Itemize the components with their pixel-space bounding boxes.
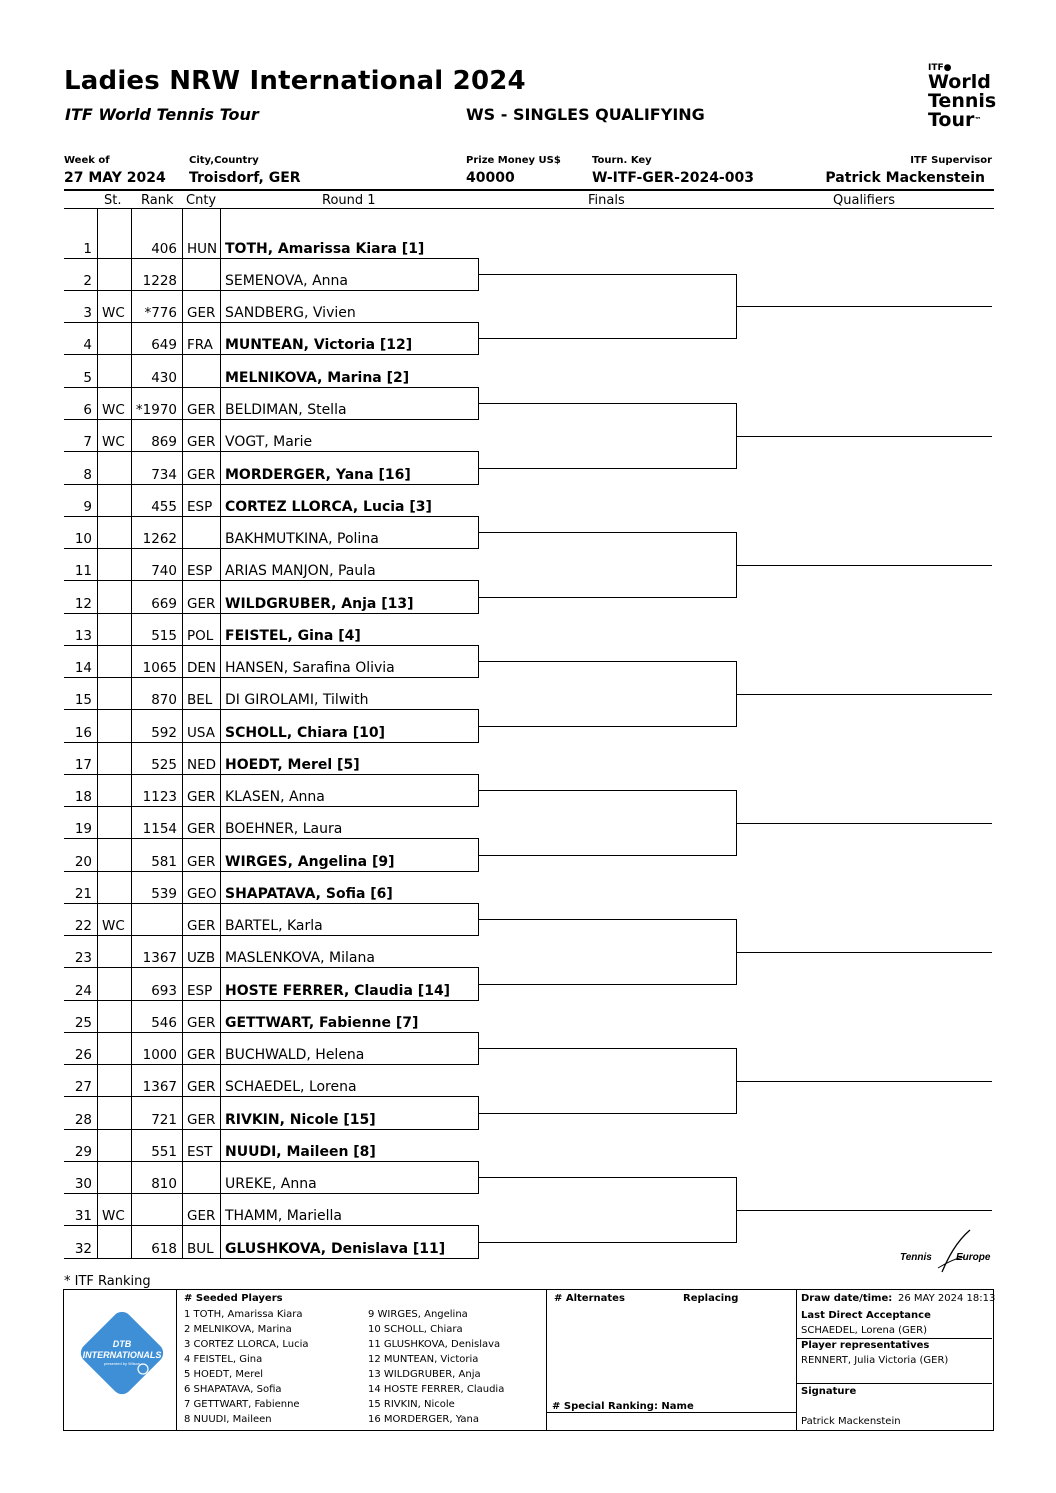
info-sep-3	[796, 1290, 797, 1430]
player-country: POL	[187, 628, 214, 644]
player-row-line	[64, 1000, 478, 1001]
qualifier-line	[736, 823, 992, 824]
player-name: SANDBERG, Vivien	[225, 305, 356, 321]
player-rank: 721	[151, 1112, 177, 1128]
player-name: RIVKIN, Nicole [15]	[225, 1112, 376, 1128]
player-name: SHAPATAVA, Sofia [6]	[225, 886, 393, 902]
player-name: GLUSHKOVA, Denislava [11]	[225, 1241, 446, 1257]
qualifier-line	[736, 952, 992, 953]
col-sep-4	[220, 209, 221, 1258]
player-rank: *1970	[135, 402, 177, 418]
player-name: MORDERGER, Yana [16]	[225, 467, 411, 483]
player-row-line	[64, 387, 478, 388]
player-row-line	[64, 1258, 478, 1259]
draw-position: 7	[83, 434, 92, 450]
player-row-line	[64, 1129, 478, 1130]
draw-position: 4	[83, 337, 92, 353]
draw-date-label: Draw date/time:	[801, 1293, 893, 1304]
finals-line	[478, 274, 736, 275]
player-country: USA	[187, 725, 215, 741]
te-swoosh	[942, 1230, 970, 1272]
draw-position: 31	[74, 1208, 92, 1224]
player-rank: 546	[151, 1015, 177, 1031]
player-rank: 693	[151, 983, 177, 999]
player-row-line	[64, 613, 478, 614]
player-country: EST	[187, 1144, 213, 1160]
player-name: BUCHWALD, Helena	[225, 1047, 365, 1063]
player-row-line	[64, 677, 478, 678]
dtb-internationals-logo	[72, 1303, 172, 1403]
draw-position: 15	[74, 692, 92, 708]
dtb-text-3: presented by Wilson	[103, 1361, 141, 1366]
week-label: Week of	[64, 155, 110, 166]
header-rule	[64, 189, 994, 191]
qualifier-line	[736, 436, 992, 437]
player-row-line	[64, 645, 478, 646]
player-row-line	[64, 419, 478, 420]
lda-label: Last Direct Acceptance	[801, 1310, 931, 1321]
col-finals: Finals	[588, 193, 625, 208]
player-name: TOTH, Amarissa Kiara [1]	[225, 241, 425, 257]
special-rule	[547, 1412, 796, 1413]
player-country: GER	[187, 1208, 216, 1224]
player-row-line	[64, 258, 478, 259]
finals-line	[478, 984, 736, 985]
player-name: THAMM, Mariella	[225, 1208, 342, 1224]
finals-line	[478, 1242, 736, 1243]
player-row-line	[64, 548, 478, 549]
reps-label: Player representatives	[801, 1340, 930, 1351]
draw-position: 3	[83, 305, 92, 321]
logo-line-2: Tennis	[928, 90, 997, 112]
player-name: KLASEN, Anna	[225, 789, 325, 805]
finals-line	[478, 403, 736, 404]
player-country: UZB	[187, 950, 216, 966]
tournament-title: Ladies NRW International 2024	[64, 66, 526, 96]
player-row-line	[64, 742, 478, 743]
replacing-title: Replacing	[683, 1293, 739, 1304]
player-row-line	[64, 1161, 478, 1162]
col-sep-2	[131, 209, 132, 1258]
player-country: GER	[187, 1112, 216, 1128]
player-rank: 430	[151, 370, 177, 386]
player-country: ESP	[187, 563, 213, 579]
finals-line	[478, 790, 736, 791]
player-rank: 1262	[142, 531, 177, 547]
seeded-player: 2 MELNIKOVA, Marina	[184, 1324, 292, 1335]
logo-tm: ™	[974, 116, 982, 124]
player-name: DI GIROLAMI, Tilwith	[225, 692, 369, 708]
player-name: SCHOLL, Chiara [10]	[225, 725, 386, 741]
player-name: VOGT, Marie	[225, 434, 313, 450]
player-country: GER	[187, 402, 216, 418]
seeded-player: 3 CORTEZ LLORCA, Lucia	[184, 1339, 309, 1350]
draw-position: 22	[74, 918, 92, 934]
draw-position: 1	[83, 241, 92, 257]
special-ranking-title: # Special Ranking: Name	[552, 1401, 694, 1412]
player-name: SCHAEDEL, Lorena	[225, 1079, 357, 1095]
draw-position: 27	[74, 1079, 92, 1095]
player-country: GER	[187, 821, 216, 837]
player-country: GER	[187, 305, 216, 321]
player-rank: 592	[151, 725, 177, 741]
draw-position: 13	[74, 628, 92, 644]
entry-status: WC	[102, 434, 125, 450]
player-rank: 869	[151, 434, 177, 450]
seeded-player: 16 MORDERGER, Yana	[368, 1414, 480, 1425]
city-value: Troisdorf, GER	[189, 170, 301, 186]
supervisor-value: Patrick Mackenstein	[825, 170, 985, 186]
player-rank: 515	[151, 628, 177, 644]
player-rank: 1367	[142, 1079, 177, 1095]
col-rank: Rank	[141, 193, 174, 208]
player-row-line	[64, 451, 478, 452]
finals-line	[478, 597, 736, 598]
draw-position: 17	[74, 757, 92, 773]
player-name: BELDIMAN, Stella	[225, 402, 347, 418]
player-country: GEO	[187, 886, 217, 902]
player-name: WILDGRUBER, Anja [13]	[225, 596, 414, 612]
logo-line-3: Tour	[928, 109, 975, 131]
draw-position: 14	[74, 660, 92, 676]
seeded-player: 9 WIRGES, Angelina	[368, 1309, 468, 1320]
seeded-player: 14 HOSTE FERRER, Claudia	[368, 1384, 505, 1395]
draw-position: 30	[74, 1176, 92, 1192]
player-country: BUL	[187, 1241, 214, 1257]
draw-rule-1	[797, 1338, 992, 1339]
player-country: GER	[187, 596, 216, 612]
te-text-2: Europe	[956, 1252, 991, 1263]
finals-line	[478, 532, 736, 533]
seeded-player: 6 SHAPATAVA, Sofia	[184, 1384, 282, 1395]
qualifier-line	[736, 1081, 992, 1082]
player-name: CORTEZ LLORCA, Lucia [3]	[225, 499, 432, 515]
draw-position: 16	[74, 725, 92, 741]
finals-line	[478, 1177, 736, 1178]
key-label: Tourn. Key	[592, 155, 652, 166]
player-rank: 1154	[142, 821, 177, 837]
seeded-col-2	[368, 1309, 504, 1429]
player-rank: 1367	[142, 950, 177, 966]
finals-line	[478, 338, 736, 339]
draw-position: 6	[83, 402, 92, 418]
player-name: WIRGES, Angelina [9]	[225, 854, 395, 870]
player-name: NUUDI, Maileen [8]	[225, 1144, 376, 1160]
player-country: DEN	[187, 660, 217, 676]
player-rank: 810	[151, 1176, 177, 1192]
player-rank: 649	[151, 337, 177, 353]
player-rank: 734	[151, 467, 177, 483]
player-name: FEISTEL, Gina [4]	[225, 628, 361, 644]
info-sep-2	[546, 1290, 547, 1430]
logo-itf-text: ITF	[928, 63, 944, 73]
column-rule	[64, 208, 994, 209]
player-country: GER	[187, 1047, 216, 1063]
seeded-col-1	[184, 1309, 309, 1429]
player-country: GER	[187, 789, 216, 805]
player-rank: 1228	[142, 273, 177, 289]
dtb-text-1: DTB	[112, 1339, 132, 1349]
player-name: HOEDT, Merel [5]	[225, 757, 360, 773]
seeded-player: 8 NUUDI, Maileen	[184, 1414, 272, 1425]
player-rank: 581	[151, 854, 177, 870]
player-row-line	[64, 516, 478, 517]
player-row-line	[64, 580, 478, 581]
player-country: ESP	[187, 499, 213, 515]
player-country: GER	[187, 918, 216, 934]
draw-position: 12	[74, 596, 92, 612]
player-row-line	[64, 1096, 478, 1097]
qualifier-line	[736, 1210, 992, 1211]
player-row-line	[64, 1064, 478, 1065]
seeded-player: 4 FEISTEL, Gina	[184, 1354, 263, 1365]
alternates-title: # Alternates	[554, 1293, 625, 1304]
seeded-player: 15 RIVKIN, Nicole	[368, 1399, 455, 1410]
col-status: St.	[104, 193, 122, 208]
player-row-line	[64, 1193, 478, 1194]
player-country: HUN	[187, 241, 218, 257]
player-rank: *776	[144, 305, 177, 321]
player-rank: 669	[151, 596, 177, 612]
draw-position: 5	[83, 370, 92, 386]
itf-world-tennis-tour-logo	[928, 64, 998, 130]
player-name: SEMENOVA, Anna	[225, 273, 348, 289]
event-name: WS - SINGLES QUALIFYING	[466, 105, 705, 124]
tour-subtitle: ITF World Tennis Tour	[65, 105, 259, 124]
seeded-player: 1 TOTH, Amarissa Kiara	[184, 1309, 303, 1320]
player-row-line	[64, 806, 478, 807]
finals-line	[478, 919, 736, 920]
player-name: UREKE, Anna	[225, 1176, 317, 1192]
player-row-line	[64, 871, 478, 872]
player-row-line	[64, 354, 478, 355]
player-rank: 1000	[142, 1047, 177, 1063]
player-rank: 525	[151, 757, 177, 773]
prize-label: Prize Money US$	[466, 155, 561, 166]
seeded-title: # Seeded Players	[184, 1293, 283, 1304]
player-rank: 455	[151, 499, 177, 515]
finals-line	[478, 1048, 736, 1049]
supervisor-label: ITF Supervisor	[910, 155, 992, 166]
player-rank: 618	[151, 1241, 177, 1257]
draw-position: 2	[83, 273, 92, 289]
player-country: GER	[187, 1079, 216, 1095]
finals-line	[478, 468, 736, 469]
draw-position: 18	[74, 789, 92, 805]
draw-date-value: 26 MAY 2024 18:13	[898, 1293, 996, 1304]
finals-line	[478, 855, 736, 856]
player-country: NED	[187, 757, 217, 773]
col-round1: Round 1	[322, 193, 376, 208]
draw-position: 29	[74, 1144, 92, 1160]
prize-value: 40000	[466, 170, 515, 186]
player-rank: 1065	[142, 660, 177, 676]
draw-position: 26	[74, 1047, 92, 1063]
seeded-player: 12 MUNTEAN, Victoria	[368, 1354, 479, 1365]
draw-rule-2	[797, 1383, 992, 1384]
seeded-player: 7 GETTWART, Fabienne	[184, 1399, 300, 1410]
player-name: MASLENKOVA, Milana	[225, 950, 375, 966]
qualifier-line	[736, 694, 992, 695]
entry-status: WC	[102, 1208, 125, 1224]
draw-position: 32	[74, 1241, 92, 1257]
player-row-line	[64, 1225, 478, 1226]
player-rank: 539	[151, 886, 177, 902]
player-row-line	[64, 709, 478, 710]
finals-line	[478, 661, 736, 662]
player-country: FRA	[187, 337, 213, 353]
col-qualifiers: Qualifiers	[833, 193, 895, 208]
player-name: MUNTEAN, Victoria [12]	[225, 337, 413, 353]
player-row-line	[64, 1032, 478, 1033]
player-name: BOEHNER, Laura	[225, 821, 343, 837]
player-row-line	[64, 484, 478, 485]
entry-status: WC	[102, 305, 125, 321]
finals-line	[478, 726, 736, 727]
signature-value: Patrick Mackenstein	[801, 1416, 901, 1427]
entry-status: WC	[102, 918, 125, 934]
player-country: ESP	[187, 983, 213, 999]
seeded-player: 11 GLUSHKOVA, Denislava	[368, 1339, 501, 1350]
player-row-line	[64, 322, 478, 323]
draw-position: 24	[74, 983, 92, 999]
tennis-europe-logo	[898, 1228, 994, 1274]
col-sep-3	[182, 209, 183, 1258]
draw-position: 25	[74, 1015, 92, 1031]
player-row-line	[64, 838, 478, 839]
player-name: HANSEN, Sarafina Olivia	[225, 660, 395, 676]
player-name: GETTWART, Fabienne [7]	[225, 1015, 419, 1031]
lda-value: SCHAEDEL, Lorena (GER)	[801, 1325, 927, 1336]
player-name: BAKHMUTKINA, Polina	[225, 531, 379, 547]
draw-position: 21	[74, 886, 92, 902]
player-name: HOSTE FERRER, Claudia [14]	[225, 983, 451, 999]
draw-position: 28	[74, 1112, 92, 1128]
te-text-1: Tennis	[900, 1252, 932, 1263]
draw-position: 9	[83, 499, 92, 515]
draw-position: 23	[74, 950, 92, 966]
week-value: 27 MAY 2024	[64, 170, 166, 186]
seeded-player: 13 WILDGRUBER, Anja	[368, 1369, 481, 1380]
entry-status: WC	[102, 402, 125, 418]
footnote: * ITF Ranking	[64, 1274, 151, 1289]
draw-position: 10	[74, 531, 92, 547]
player-row-line	[64, 967, 478, 968]
player-row-line	[64, 290, 478, 291]
logo-dot-icon: ●	[943, 63, 952, 73]
info-sep-1	[176, 1290, 177, 1430]
draw-position: 19	[74, 821, 92, 837]
player-name: MELNIKOVA, Marina [2]	[225, 370, 410, 386]
player-rank: 740	[151, 563, 177, 579]
reps-value: RENNERT, Julia Victoria (GER)	[801, 1355, 949, 1366]
draw-position: 11	[74, 563, 92, 579]
player-name: ARIAS MANJON, Paula	[225, 563, 376, 579]
draw-position: 20	[74, 854, 92, 870]
qualifier-line	[736, 306, 992, 307]
qualifier-line	[736, 565, 992, 566]
player-country: GER	[187, 434, 216, 450]
player-row-line	[64, 935, 478, 936]
player-country: BEL	[187, 692, 213, 708]
player-country: GER	[187, 467, 216, 483]
col-sep-1	[97, 209, 98, 1258]
player-country: GER	[187, 1015, 216, 1031]
logo-line-1: World	[928, 71, 991, 93]
player-row-line	[64, 774, 478, 775]
player-country: GER	[187, 854, 216, 870]
player-rank: 406	[151, 241, 177, 257]
finals-line	[478, 1113, 736, 1114]
player-row-line	[64, 903, 478, 904]
city-label: City,Country	[189, 155, 259, 166]
signature-label: Signature	[801, 1386, 857, 1397]
key-value: W-ITF-GER-2024-003	[592, 170, 754, 186]
col-country: Cnty	[186, 193, 217, 208]
seeded-player: 10 SCHOLL, Chiara	[368, 1324, 463, 1335]
player-rank: 551	[151, 1144, 177, 1160]
player-rank: 870	[151, 692, 177, 708]
dtb-text-2: INTERNATIONALS	[82, 1350, 162, 1360]
player-rank: 1123	[142, 789, 177, 805]
draw-position: 8	[83, 467, 92, 483]
player-name: BARTEL, Karla	[225, 918, 323, 934]
seeded-player: 5 HOEDT, Merel	[184, 1369, 264, 1380]
